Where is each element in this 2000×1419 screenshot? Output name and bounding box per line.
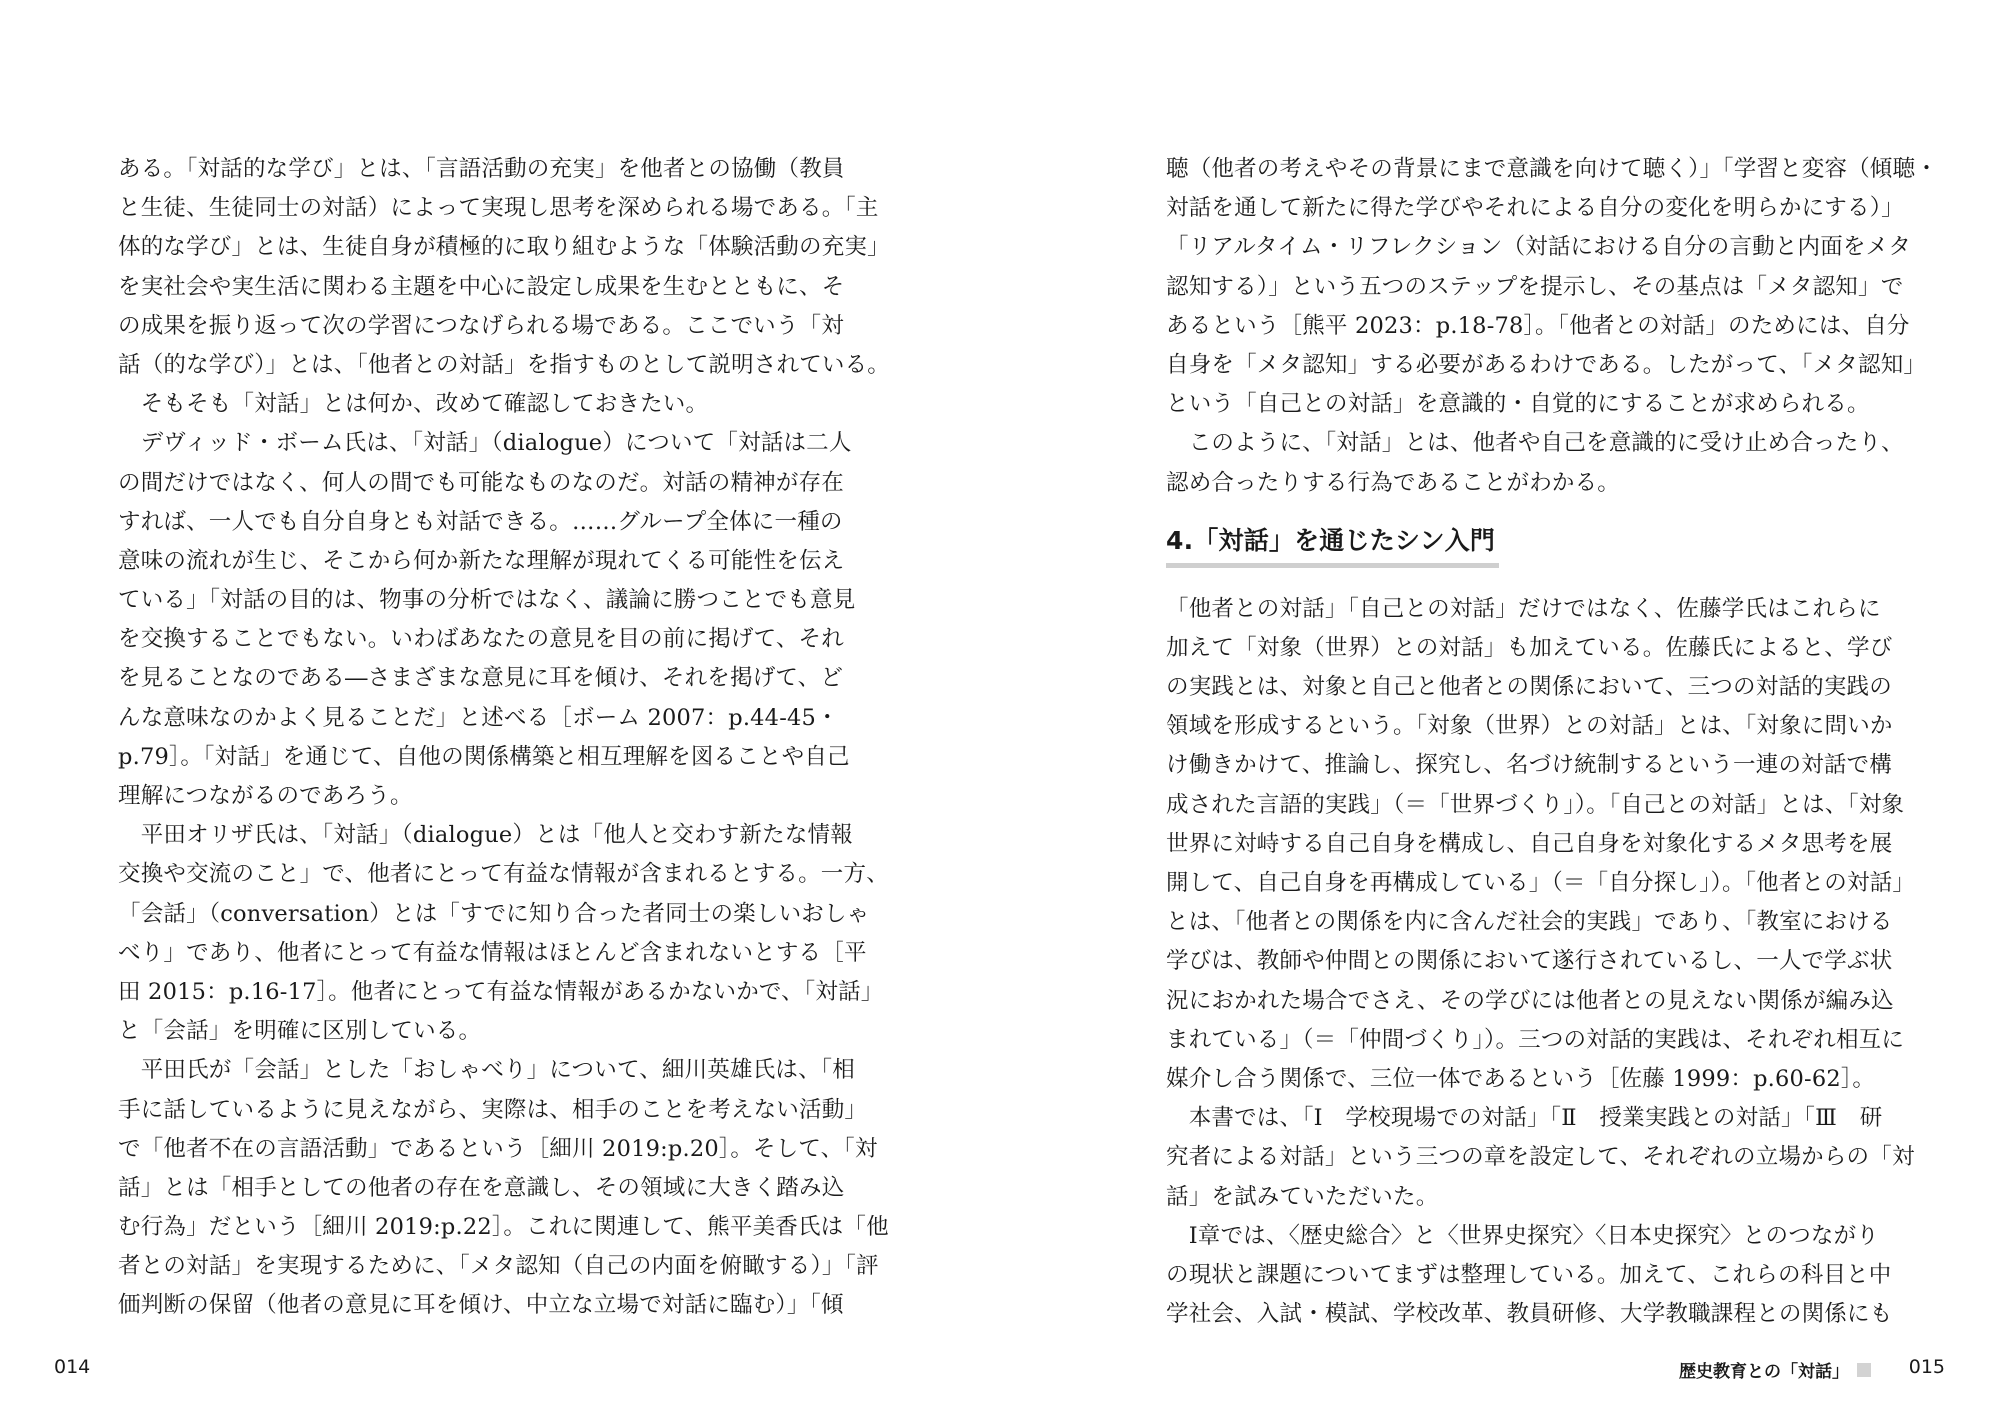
text-line: の実践とは、対象と自己と他者との関係において、三つの対話的実践の [1166, 674, 1892, 701]
text-line: 対話を通して新たに得た学びやそれによる自分の変化を明らかにする）」 [1166, 195, 1904, 222]
text-line: 理解につながるのであろう。 [118, 783, 413, 809]
text-line: 交換や交流のこと」で、他者にとって有益な情報が含まれるとする。一方、 [118, 861, 889, 888]
running-head [1679, 1357, 1871, 1382]
text-line: まれている」（＝「仲間づくり」）。三つの対話的実践は、それぞれ相互に [1166, 1026, 1905, 1053]
right-page [1000, 0, 2000, 1419]
text-line: と「会話」を明確に区別している。 [118, 1018, 482, 1045]
text-line: の現状と課題についてまずは整理している。加えて、これらの科目と中 [1166, 1261, 1892, 1288]
text-line: 学びは、教師や仲間との関係において遂行されているし、一人で学ぶ状 [1166, 948, 1893, 975]
right-text-before-heading [1166, 150, 1939, 503]
text-line: む行為」だという［細川 2019:p.22］。これに関連して、熊平美香氏は「他 [118, 1214, 889, 1241]
text-line: け働きかけて、推論し、探究し、名づけ統制するという一連の対話で構 [1166, 752, 1892, 779]
text-line: 認め合ったりする行為であることがわかる。 [1166, 469, 1621, 496]
text-line: を実社会や実生活に関わる主題を中心に設定し成果を生むとともに、そ [118, 273, 845, 300]
page-number-right: 015 [1908, 1356, 1945, 1378]
text-line: という「自己との対話」を意識的・自覚的にすることが求められる。 [1166, 391, 1870, 418]
text-line: ある。「対話的な学び」とは、「言語活動の充実」を他者との協働（教員 [118, 156, 845, 182]
text-line: の間だけではなく、何人の間でも可能なものなのだ。対話の精神が存在 [118, 469, 844, 496]
text-line: んな意味なのかよく見ることだ」と述べる［ボーム 2007：p.44-45・ [118, 704, 839, 731]
text-line: 者との対話」を実現するために、「メタ認知（自己の内面を俯瞰する）」「評 [118, 1253, 879, 1280]
text-line: とは、「他者との関係を内に含んだ社会的実践」であり、「教室における [1166, 909, 1893, 936]
section-heading: 4.「対話」を通じたシン入門 [1166, 523, 1499, 568]
text-line: 平田氏が「会話」とした「おしゃべり」について、細川英雄氏は、「相 [118, 1057, 855, 1084]
right-body-text [1166, 150, 1939, 1334]
text-line: あるという［熊平 2023：p.18-78］。「他者との対話」のためには、自分 [1166, 312, 1910, 339]
text-line: 「リアルタイム・リフレクション（対話における自分の言動と内面をメタ [1166, 234, 1912, 261]
text-line: そもそも「対話」とは何か、改めて確認しておきたい。 [118, 391, 709, 418]
text-line: 媒介し合う関係で、三位一体であるという［佐藤 1999：p.60-62］。 [1166, 1065, 1876, 1092]
running-head-title: 歴史教育との「対話」 [1679, 1362, 1849, 1382]
page-number-left: 014 [54, 1356, 91, 1378]
text-line: 話」を試みていただいた。 [1166, 1183, 1439, 1210]
text-line: 聴（他者の考えやその背景にまで意識を向けて聴く）」「学習と変容（傾聴・ [1166, 156, 1939, 182]
text-line: 価判断の保留（他者の意見に耳を傾け、中立な立場で対話に臨む）」「傾 [118, 1292, 844, 1319]
text-line: 成された言語的実践」（＝「世界づくり」）。「自己との対話」とは、「対象 [1166, 791, 1905, 818]
text-line: を見ることなのである―さまざまな意見に耳を傾け、それを掲げて、ど [118, 665, 844, 692]
text-line: べり」であり、他者にとって有益な情報はほとんど含まれないとする［平 [118, 939, 867, 966]
text-line: 開して、自己自身を再構成している」（＝「自分探し」）。「他者との対話」 [1166, 870, 1916, 896]
text-line: 田 2015：p.16-17］。他者にとって有益な情報があるかないかで、「対話」 [118, 978, 884, 1005]
text-line: 領域を形成するという。「対象（世界）との対話」とは、「対象に問いか [1166, 713, 1893, 740]
text-line: ている」「対話の目的は、物事の分析ではなく、議論に勝つことでも意見 [118, 587, 856, 614]
text-line: 話」とは「相手としての他者の存在を意識し、その領域に大きく踏み込 [118, 1174, 845, 1201]
text-line: デヴィッド・ボーム氏は、「対話」（dialogue）について「対話は二人 [118, 430, 852, 457]
text-line: 加えて「対象（世界）との対話」も加えている。佐藤氏によると、学び [1166, 634, 1893, 661]
text-line: の成果を振り返って次の学習につなげられる場である。ここでいう「対 [118, 312, 844, 339]
text-line: すれば、一人でも自分自身とも対話できる。……グループ全体に一種の [118, 508, 843, 535]
text-line: 本書では、「Ⅰ 学校現場での対話」「Ⅱ 授業実践との対話」「Ⅲ 研 [1166, 1105, 1883, 1132]
text-line: を交換することでもない。いわばあなたの意見を目の前に掲げて、それ [118, 626, 844, 653]
text-line: 「会話」（conversation）とは「すでに知り合った者同士の楽しいおしゃ [118, 900, 870, 927]
text-line: 「他者との対話」「自己との対話」だけではなく、佐藤学氏はこれらに [1166, 595, 1881, 622]
text-line: 話（的な学び）」とは、「他者との対話」を指すものとして説明されている。 [118, 351, 891, 378]
text-line: このように、「対話」とは、他者や自己を意識的に受け止め合ったり、 [1166, 430, 1904, 457]
text-line: 況におかれた場合でさえ、その学びには他者との見えない関係が編み込 [1166, 987, 1894, 1014]
text-line: 学社会、入試・模試、学校改革、教員研修、大学教職課程との関係にも [1166, 1301, 1893, 1328]
text-line: 究者による対話」という三つの章を設定して、それぞれの立場からの「対 [1166, 1144, 1915, 1171]
text-line: 認知する）」という五つのステップを提示し、その基点は「メタ認知」で [1166, 273, 1904, 300]
left-body-text [118, 150, 891, 1326]
text-line: 手に話しているように見えながら、実際は、相手のことを考えない活動」 [118, 1096, 868, 1123]
text-line: 体的な学び」とは、生徒自身が積極的に取り組むような「体験活動の充実」 [118, 234, 890, 261]
text-line: p.79］。「対話」を通じて、自他の関係構築と相互理解を図ることや自己 [118, 743, 850, 770]
text-line: 世界に対峙する自己自身を構成し、自己自身を対象化するメタ思考を展 [1166, 830, 1893, 857]
right-text-after-heading [1166, 590, 1916, 1335]
text-line: Ⅰ章では、〈歴史総合〉と〈世界史探究〉〈日本史探究〉とのつながり [1166, 1222, 1879, 1249]
text-line: で「他者不在の言語活動」であるという［細川 2019:p.20］。そして、「対 [118, 1135, 878, 1162]
running-head-marker [1857, 1363, 1871, 1377]
text-line: と生徒、生徒同士の対話）によって実現し思考を深められる場である。「主 [118, 195, 879, 222]
text-line: 自身を「メタ認知」する必要があるわけである。したがって、「メタ認知」 [1166, 351, 1927, 378]
text-line: 平田オリザ氏は、「対話」（dialogue）とは「他人と交わす新たな情報 [118, 822, 853, 849]
text-line: 意味の流れが生じ、そこから何か新たな理解が現れてくる可能性を伝え [118, 547, 845, 574]
